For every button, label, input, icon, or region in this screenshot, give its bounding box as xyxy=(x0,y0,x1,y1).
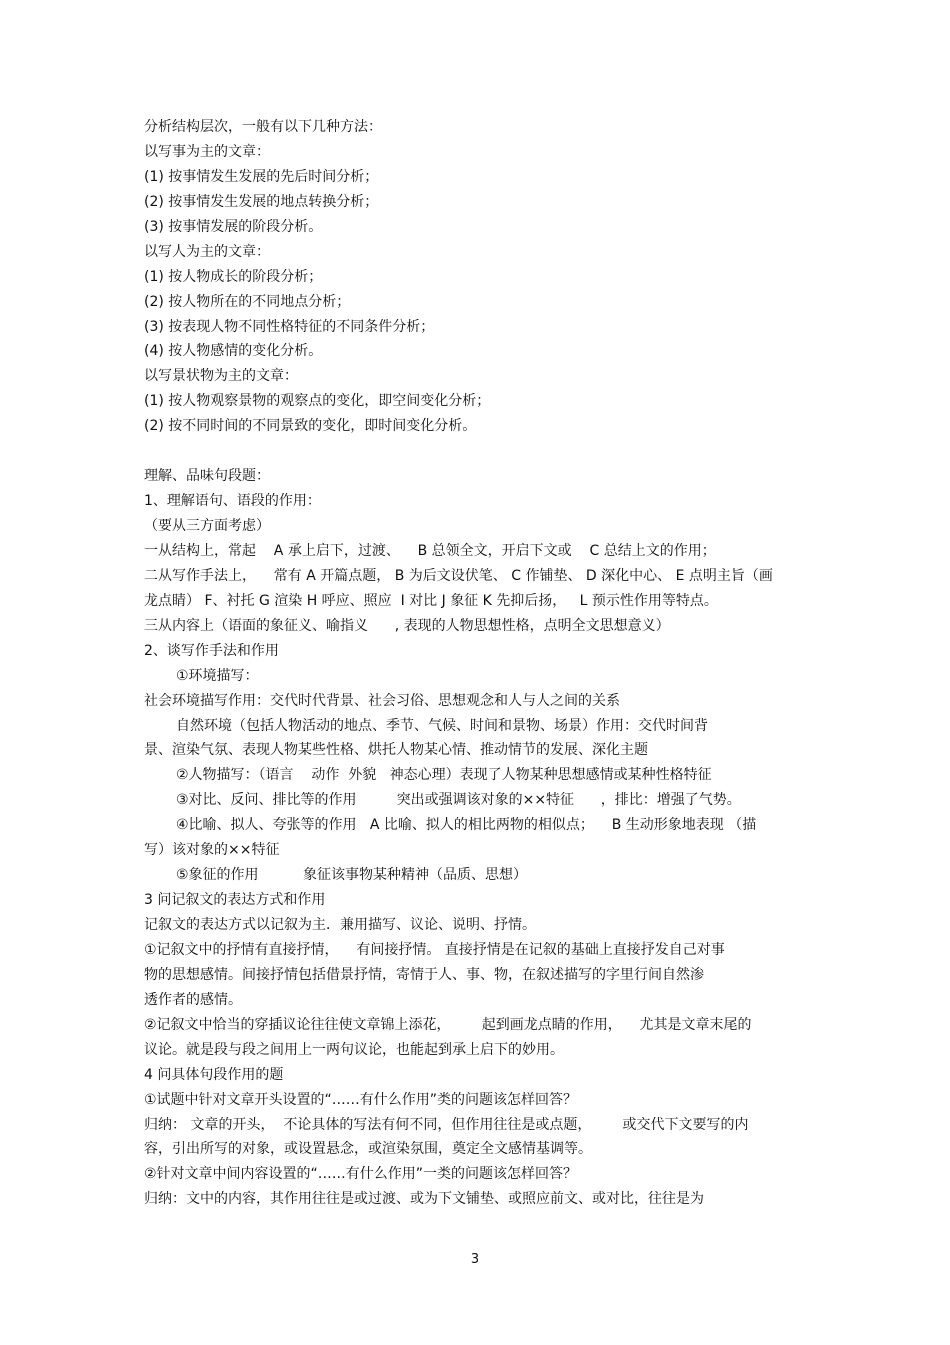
text-line: ①记叙文中的抒情有直接抒情， 有间接抒情。 直接抒情是在记叙的基础上直接抒发自己对事 xyxy=(144,941,725,958)
text-line: 以写景状物为主的文章： xyxy=(144,368,298,385)
text-line: 议论。就是段与段之间用上一两句议论，也能起到承上启下的妙用。 xyxy=(144,1041,564,1058)
text-line: 物的思想感情。间接抒情包括借景抒情，寄情于人、事、物，在叙述描写的字里行间自然渗 xyxy=(144,966,704,983)
text-line: (3) 按表现人物不同性格特征的不同条件分析； xyxy=(144,318,435,335)
text-line: 社会环境描写作用：交代时代背景、社会习俗、思想观念和人与人之间的关系 xyxy=(144,692,620,709)
text-line: 写）该对象的××特征 xyxy=(144,842,280,859)
text-line: 3 问记叙文的表达方式和作用 xyxy=(144,892,326,909)
text-line: ④比喻、拟人、夸张等的作用 A 比喻、拟人的相比两物的相似点； B 生动形象地表现 （描 xyxy=(176,817,757,834)
text-line: 归纳：文中的内容，其作用往往是或过渡、或为下文铺垫、或照应前文、或对比，往往是为 xyxy=(144,1191,704,1208)
text-line: 容，引出所写的对象，或设置悬念，或渲染氛围，奠定全文感情基调等。 xyxy=(144,1141,592,1158)
text-line: ②针对文章中间内容设置的“……有什么作用”一类的问题该怎样回答？ xyxy=(144,1166,578,1183)
text-line: 景、渲染气氛、表现人物某些性格、烘托人物某心情、推动情节的发展、深化主题 xyxy=(144,742,648,759)
text-line: 一从结构上，常起 A 承上启下，过渡、 B 总领全文，开启下文或 C 总结上文的作用； xyxy=(144,542,716,559)
text-line: 龙点睛） F、衬托 G 渲染 H 呼应、照应 I 对比 J 象征 K 先抑后扬， L 预示性作用等特点。 xyxy=(144,592,718,609)
text-line: （要从三方面考虑） xyxy=(144,518,270,534)
text-line: ②人物描写：（语言 动作 外貌 神态心理）表现了人物某种思想感情或某种性格特征 xyxy=(176,767,712,784)
text-line: 理解、品味句段题： xyxy=(144,468,270,485)
text-line: 透作者的感情。 xyxy=(144,991,242,1008)
page-number: 3 xyxy=(470,1252,480,1267)
text-line: 以写人为主的文章： xyxy=(144,243,270,260)
text-line: 分析结构层次，一般有以下几种方法： xyxy=(144,119,382,135)
text-line: 1、理解语句、语段的作用： xyxy=(144,493,321,510)
text-line: 2、谈写作手法和作用 xyxy=(144,642,279,659)
text-line: (1) 按事情发生发展的先后时间分析； xyxy=(144,168,379,185)
page-body xyxy=(144,115,814,1212)
text-line: 记叙文的表达方式以记叙为主．兼用描写、议论、说明、抒情。 xyxy=(144,917,536,933)
text-line xyxy=(144,439,814,464)
text-line: (2) 按事情发生发展的地点转换分析； xyxy=(144,193,379,210)
text-line: ②记叙文中恰当的穿插议论往往使文章锦上添花， 起到画龙点睛的作用， 尤其是文章末尾的 xyxy=(144,1016,752,1033)
text-line: 以写事为主的文章： xyxy=(144,143,270,160)
text-line: (1) 按人物成长的阶段分析； xyxy=(144,268,323,285)
text-line: ③对比、反问、排比等的作用 突出或强调该对象的××特征 ，排比：增强了气势。 xyxy=(176,792,741,809)
text-line: (3) 按事情发展的阶段分析。 xyxy=(144,218,323,235)
text-line: 自然环境（包括人物活动的地点、季节、气候、时间和景物、场景）作用：交代时间背 xyxy=(176,717,708,734)
text-line: 归纳： 文章的开头， 不论具体的写法有何不同，但作用往往是或点题， 或交代下文要写的内 xyxy=(144,1116,749,1133)
text-line: ①环境描写： xyxy=(176,667,259,684)
text-line: ⑤象征的作用 象征该事物某种精神（品质、思想） xyxy=(176,867,528,884)
text-line: ①试题中针对文章开头设置的“……有什么作用”类的问题该怎样回答？ xyxy=(144,1091,578,1108)
text-line: (1) 按人物观察景物的观察点的变化，即空间变化分析； xyxy=(144,393,491,410)
text-line: 三从内容上（语面的象征义、喻指义 , 表现的人物思想性格，点明全文思想意义） xyxy=(144,617,670,634)
text-line: 4 问具体句段作用的题 xyxy=(144,1066,284,1083)
text-line: 二从写作手法上， 常有 A 开篇点题， B 为后文设伏笔、 C 作铺垫、 D 深化中心、 E 点明主旨（画 xyxy=(144,567,773,584)
text-line: (4) 按人物感情的变化分析。 xyxy=(144,343,323,360)
text-line: (2) 按不同时间的不同景致的变化，即时间变化分析。 xyxy=(144,418,477,435)
text-line: (2) 按人物所在的不同地点分析； xyxy=(144,293,351,310)
